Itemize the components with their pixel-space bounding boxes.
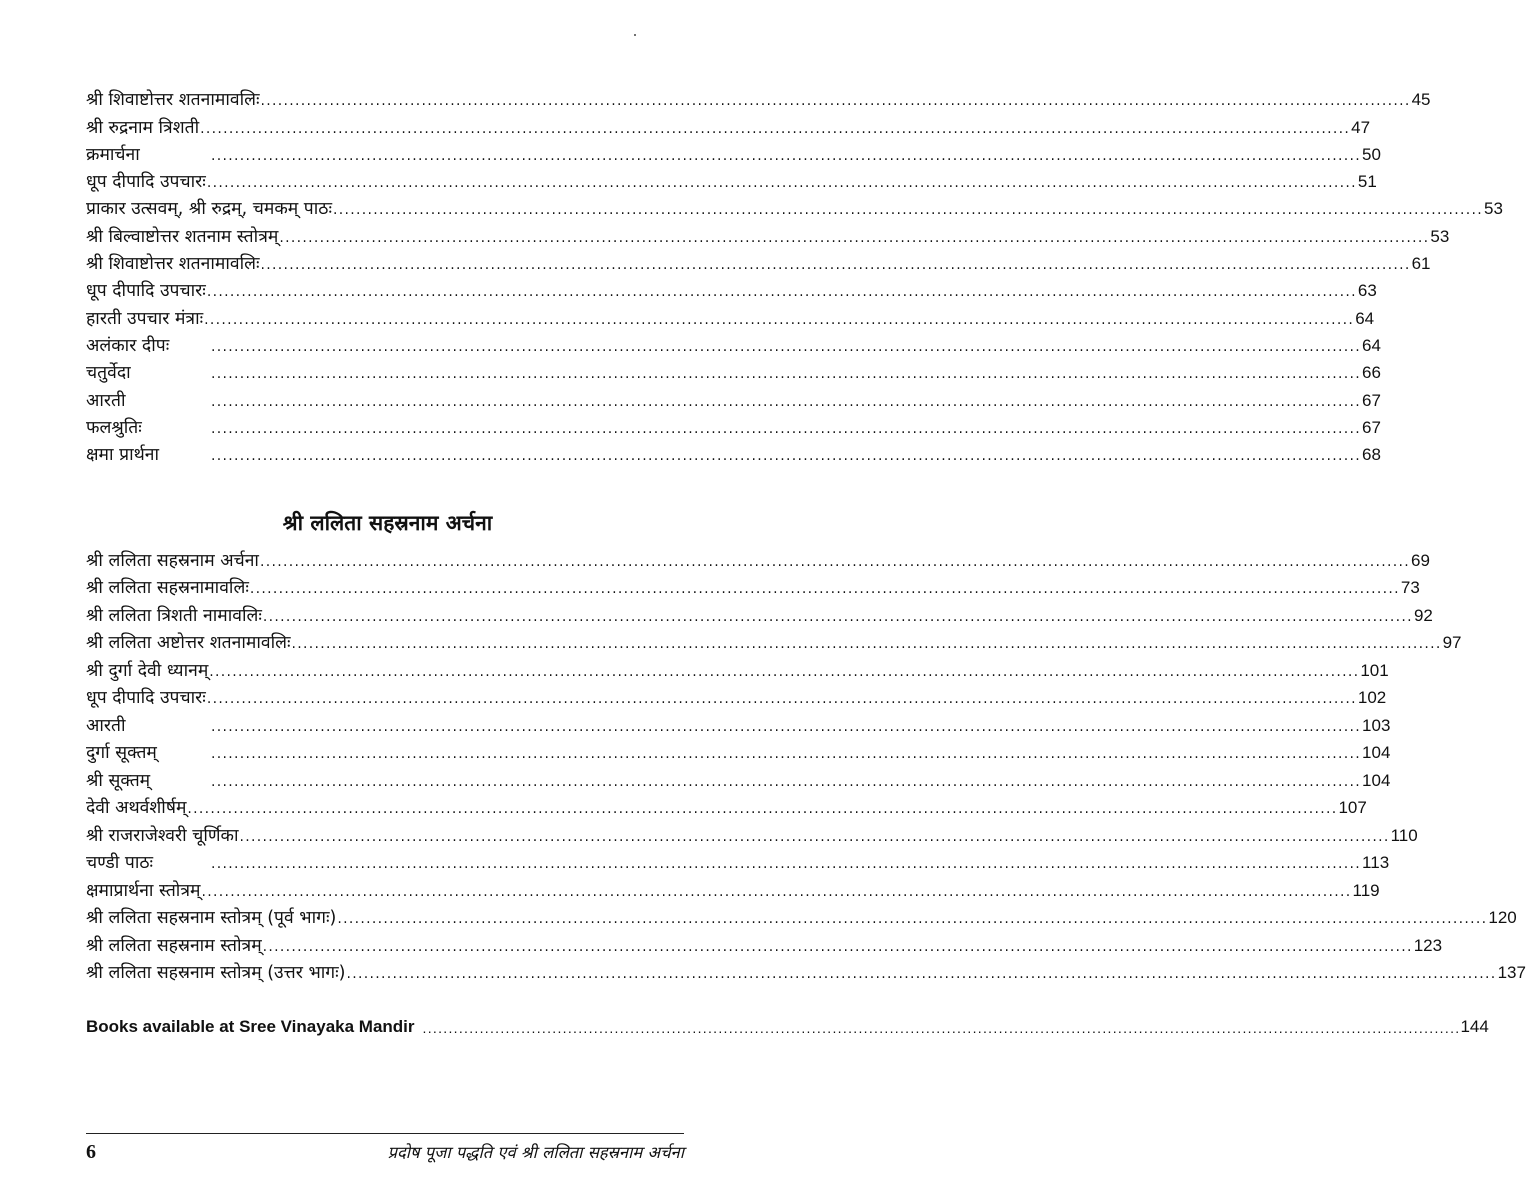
dot-leader: ........................................................................................................................................................................................................ xyxy=(211,393,1362,410)
toc-entry xyxy=(86,819,1418,847)
toc-entry-page: 51 xyxy=(1357,172,1377,192)
toc-entry xyxy=(86,84,1431,111)
toc-entry-title: श्री दुर्गा देवी ध्यानम् xyxy=(86,660,209,681)
toc-entry-page: 123 xyxy=(1413,935,1443,955)
dot-leader: ........................................................................................................................................................................................................ xyxy=(206,691,1357,707)
toc-entry xyxy=(86,302,1375,329)
toc-entry-title: प्राकार उत्सवम्, श्री रुद्रम्, चमकम् पाठः xyxy=(86,199,332,220)
toc-entry-title: क्षमा प्रार्थना xyxy=(86,445,160,466)
toc-entry xyxy=(86,412,1381,439)
page-footer xyxy=(86,1140,684,1164)
toc-entry xyxy=(86,847,1390,875)
dot-leader: ........................................................................................................................................................................................................ xyxy=(211,746,1362,762)
toc-entry-page: 68 xyxy=(1362,445,1381,465)
toc-entry-title: श्री ललिता अष्टोत्तर शतनामावलिः xyxy=(86,633,291,653)
dot-leader: ........................................................................................................................................................................................................ xyxy=(209,663,1360,680)
dot-leader: ........................................................................................................................................................................................................ xyxy=(211,773,1362,790)
books-page: 144 xyxy=(1460,1017,1489,1036)
toc-entry-title: श्री शिवाष्टोत्तर शतनामावलिः xyxy=(86,254,260,275)
toc-entry-page: 97 xyxy=(1442,633,1462,652)
toc-entry xyxy=(86,439,1381,466)
toc-entry-page: 64 xyxy=(1355,308,1375,328)
toc-entry xyxy=(86,682,1387,710)
toc-entry-title: चतुर्वेदा xyxy=(86,363,131,384)
dot-leader: ........................................................................................................................................................................................................ xyxy=(332,202,1484,219)
toc-entry-page: 47 xyxy=(1351,117,1371,137)
toc-entry xyxy=(86,111,1371,138)
toc-entry-page: 107 xyxy=(1338,798,1367,817)
toc-entry xyxy=(86,275,1377,302)
toc-entry-title: आरती xyxy=(86,390,126,411)
dot-leader: ........................................................................................................................................................................................................ xyxy=(337,911,1488,927)
toc-entry-page: 120 xyxy=(1488,908,1517,927)
toc-entry-page: 102 xyxy=(1357,688,1387,707)
toc-entry xyxy=(86,764,1391,792)
toc-entry-title: आरती xyxy=(86,715,126,736)
dot-leader: ........................................................................................................................................................................................................ xyxy=(211,366,1362,383)
toc-entry-title: श्री शिवाष्टोत्तर शतनामावलिः xyxy=(86,90,260,111)
dot-leader: ........................................................................................................................................................................................................ xyxy=(249,581,1400,597)
page-number: 6 xyxy=(86,1141,96,1163)
toc-entry-page: 66 xyxy=(1362,363,1381,383)
section-heading: श्री ललिता सहस्रनाम अर्चना xyxy=(282,511,493,535)
toc-entry-title: हारती उपचार मंत्राः xyxy=(86,308,204,329)
toc-entry-page: 61 xyxy=(1411,254,1431,274)
toc-entry-title: धूप दीपादि उपचारः xyxy=(86,688,206,708)
toc-entry-page: 113 xyxy=(1362,853,1390,872)
dot-leader: ........................................................................................................................................................................................................ xyxy=(211,420,1362,437)
toc-entry xyxy=(86,627,1462,655)
toc-entry xyxy=(86,166,1377,193)
dot-leader: ........................................................................................................................................................................................................ xyxy=(204,311,1355,328)
toc-entry-title: श्री ललिता सहस्रनाम स्तोत्रम् (पूर्व भागः) xyxy=(86,908,337,928)
toc-entry-title: क्षमाप्रार्थना स्तोत्रम् xyxy=(86,880,201,901)
dot-leader: ........................................................................................................................................................................................................ xyxy=(211,856,1362,872)
dot-leader: ........................................................................................................................................................................................................ xyxy=(200,120,1351,137)
dot-leader: ........................................................................................................................................................................................................ xyxy=(239,828,1390,845)
toc-entry xyxy=(86,874,1380,902)
toc-entry-page: 67 xyxy=(1362,417,1381,437)
dot-leader: ........................................................................................................................................................................................................ xyxy=(211,448,1362,465)
dot-leader: ........................................................................................................................................................................................................ xyxy=(262,938,1413,955)
toc-entry-page: 53 xyxy=(1484,199,1503,219)
dot-leader: ........................................................................................................................................................................................................ xyxy=(422,1020,1461,1036)
dot-leader: ........................................................................................................................................................................................................ xyxy=(346,966,1497,982)
toc-entry xyxy=(86,193,1503,220)
toc-entry xyxy=(86,709,1391,737)
dot-leader: ........................................................................................................................................................................................................ xyxy=(291,636,1442,652)
toc-entry xyxy=(86,599,1433,627)
toc-entry-page: 50 xyxy=(1362,144,1381,164)
dot-leader: ........................................................................................................................................................................................................ xyxy=(187,801,1338,817)
toc-entry-title: फलश्रुतिः xyxy=(86,417,142,438)
toc-entry xyxy=(86,792,1367,820)
scan-speck xyxy=(634,34,636,36)
toc-entry-page: 104 xyxy=(1362,770,1391,790)
toc-entry-title: श्री राजराजेश्वरी चूर्णिका xyxy=(86,825,239,846)
toc-entry xyxy=(86,902,1517,930)
toc-entry xyxy=(86,572,1420,600)
toc-entry xyxy=(86,737,1391,765)
toc-entry-page: 73 xyxy=(1400,578,1420,597)
toc-entry-page: 69 xyxy=(1411,550,1430,570)
toc-entry-title: श्री ललिता सहस्रनाम स्तोत्रम् (उत्तर भागः) xyxy=(86,963,346,983)
toc-entry xyxy=(86,957,1526,985)
toc-entry-title: चण्डी पाठः xyxy=(86,853,154,873)
toc-entry-page: 110 xyxy=(1390,825,1418,845)
toc-entry-title: श्री सूक्तम् xyxy=(86,770,151,791)
toc-entry xyxy=(86,248,1431,275)
toc-entry-page: 64 xyxy=(1362,335,1381,355)
toc-entry-title: धूप दीपादि उपचारः xyxy=(86,172,206,193)
toc-entry-title: श्री रुद्रनाम त्रिशती xyxy=(86,117,200,138)
dot-leader: ........................................................................................................................................................................................................ xyxy=(260,93,1411,110)
toc-entry-page: 137 xyxy=(1497,963,1526,982)
toc-entry xyxy=(86,139,1381,166)
dot-leader: ........................................................................................................................................................................................................ xyxy=(211,718,1362,735)
toc-entry xyxy=(86,384,1381,411)
toc-entry-title: दुर्गा सूक्तम् xyxy=(86,743,157,763)
toc-entry-title: अलंकार दीपः xyxy=(86,335,170,356)
toc-entry-page: 53 xyxy=(1430,226,1450,246)
toc-entry xyxy=(86,330,1381,357)
toc-entry xyxy=(86,544,1430,572)
toc-entry xyxy=(86,220,1450,247)
dot-leader: ........................................................................................................................................................................................................ xyxy=(262,608,1413,625)
dot-leader: ........................................................................................................................................................................................................ xyxy=(260,257,1411,274)
toc-entry-title: श्री ललिता सहस्रनाम अर्चना xyxy=(86,550,259,571)
toc-part-2 xyxy=(86,544,1526,984)
toc-entry-page: 63 xyxy=(1357,281,1377,301)
toc-entry xyxy=(86,654,1389,682)
footer-rule xyxy=(86,1133,684,1134)
dot-leader: ........................................................................................................................................................................................................ xyxy=(206,175,1357,192)
toc-entry-page: 103 xyxy=(1362,715,1391,735)
toc-entry-title: देवी अथर्वशीर्षम् xyxy=(86,798,187,818)
dot-leader: ........................................................................................................................................................................................................ xyxy=(279,229,1430,246)
toc-entry-title: श्री ललिता त्रिशती नामावलिः xyxy=(86,605,262,626)
toc-entry-page: 101 xyxy=(1360,660,1389,680)
toc-entry-page: 92 xyxy=(1413,605,1433,625)
toc-entry-title: क्रमार्चना xyxy=(86,144,140,165)
dot-leader: ........................................................................................................................................................................................................ xyxy=(206,284,1357,301)
books-entry xyxy=(86,1016,1489,1038)
toc-entry-title: श्री ललिता सहस्रनाम स्तोत्रम् xyxy=(86,935,262,956)
toc-entry-page: 45 xyxy=(1411,90,1431,110)
toc-entry-title: धूप दीपादि उपचारः xyxy=(86,281,206,302)
dot-leader: ........................................................................................................................................................................................................ xyxy=(211,147,1362,164)
dot-leader: ........................................................................................................................................................................................................ xyxy=(211,338,1362,355)
dot-leader: ........................................................................................................................................................................................................ xyxy=(259,553,1410,570)
toc-entry xyxy=(86,357,1381,384)
toc-part-1 xyxy=(86,84,1503,466)
toc-entry-page: 104 xyxy=(1362,743,1391,762)
toc-entry xyxy=(86,929,1443,957)
dot-leader: ........................................................................................................................................................................................................ xyxy=(201,883,1352,900)
books-title: Books available at Sree Vinayaka Mandir xyxy=(86,1017,415,1036)
toc-entry-page: 119 xyxy=(1352,880,1380,900)
toc-entry-title: श्री ललिता सहस्रनामावलिः xyxy=(86,578,249,598)
toc-entry-page: 67 xyxy=(1362,390,1381,410)
toc-entry-title: श्री बिल्वाष्टोत्तर शतनाम स्तोत्रम् xyxy=(86,226,279,247)
running-title: प्रदोष पूजा पद्धति एवं श्री ललिता सहस्रनाम अर्चना xyxy=(387,1143,684,1162)
